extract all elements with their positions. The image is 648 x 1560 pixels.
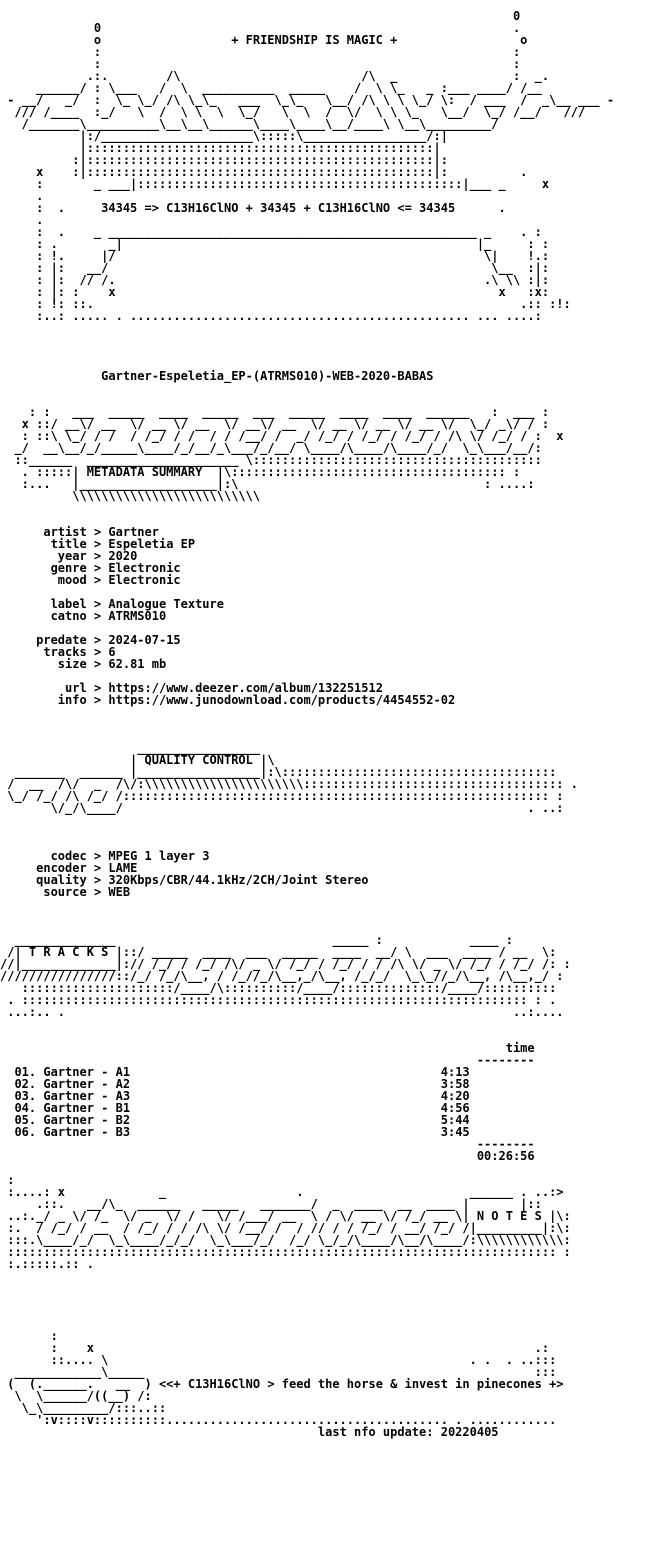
total-time-rule: -------- xyxy=(0,1137,535,1151)
total-time: 00:26:56 xyxy=(476,1149,535,1163)
track-number: 03. xyxy=(14,1089,37,1103)
metadata-row-catno: catno > ATRMS010 xyxy=(50,609,167,623)
track-number: 05. xyxy=(14,1113,37,1127)
metadata-row-artist: artist > Gartner xyxy=(43,525,159,539)
tracks-header-art: ______________ _____ : ____ : /| T R A C K S |::/ _____ ____ ___ _____ ____ __/ \ ___ ____ / __ \: //|_____________|:// /_/ / /_/ /\/ _ \/ /_/ / /_/ / / /\ \/ _ \/ /_/ / /_/ /: : ////////////////::/_/ /_/\__, / /_//_/\__,_/\__, /_/_/ \_\_//_/\__, /\__,_/ : :::::::::::::::::::::/____/\::::::::::/____/::::::::::::::/____/:::::::::: . :::::::::::::::::::::::::::::::::::::::::::::::::::::::::::::::::::::: : . ...:.. . ..:.... xyxy=(0,933,571,1019)
field-value: LAME xyxy=(108,861,138,875)
field-value: WEB xyxy=(108,885,131,899)
track-time: 5:44 xyxy=(440,1113,470,1127)
nfo-document xyxy=(0,10,648,1555)
notes-header-label: N O T E S xyxy=(476,1209,542,1223)
track-time: 4:13 xyxy=(440,1065,470,1079)
field-key: url xyxy=(65,681,87,695)
quality-header-label: QUALITY CONTROL xyxy=(144,753,253,767)
track-time: 3:45 xyxy=(440,1125,470,1139)
track-list xyxy=(0,1042,648,1162)
field-value: 6 xyxy=(108,645,116,659)
quality-header-art: _________________ | QUALITY CONTROL |\ _______ ______ |_________________|:\:::::::::::::::::::::::::::::::::::::: / __ /\/ _ /\/:\\\\\\\\\\\\\\\\\\\\\\:::::::::::::::::::::::::::::::::::: . \_/ /_/ /\ /_/ /::::::::::::::::::::::::::::::::::::::::::::::::::::::::::: : \/_/\____/ . ..: xyxy=(7,741,578,815)
field-key: size xyxy=(57,657,87,671)
track-name: Gartner - B2 xyxy=(43,1113,131,1127)
field-value: MPEG 1 layer 3 xyxy=(108,849,210,863)
metadata-row-size: size > 62.81 mb xyxy=(57,657,167,671)
metadata-row-title: title > Espeletia EP xyxy=(50,537,196,551)
track-name: Gartner - A2 xyxy=(43,1077,131,1091)
url-link[interactable]: https://www.deezer.com/album/132251512 xyxy=(108,681,383,695)
track-time: 3:58 xyxy=(440,1077,470,1091)
field-key: source xyxy=(43,885,87,899)
track-number: 06. xyxy=(14,1125,37,1139)
track-time: 4:56 xyxy=(440,1101,470,1115)
quality-row-quality: quality > 320Kbps/CBR/44.1kHz/2CH/Joint Stereo xyxy=(36,873,369,887)
field-key: catno xyxy=(50,609,87,623)
field-value: Electronic xyxy=(108,573,181,587)
track-number: 02. xyxy=(14,1077,37,1091)
last-update-value: 20220405 xyxy=(440,1425,499,1439)
field-value: Espeletia EP xyxy=(108,537,196,551)
field-value: Electronic xyxy=(108,561,181,575)
field-key: artist xyxy=(43,525,87,539)
track-time: 4:20 xyxy=(440,1089,470,1103)
metadata-row-mood: mood > Electronic xyxy=(57,573,181,587)
field-value: Analogue Texture xyxy=(108,597,224,611)
release-name xyxy=(0,370,648,382)
time-header-rule: -------- xyxy=(0,1053,535,1067)
track-number: 04. xyxy=(14,1101,37,1115)
metadata-row-label: label > Analogue Texture xyxy=(50,597,224,611)
signoff-text: <<+ C13H16ClNO > feed the horse & invest in pinecones +> xyxy=(158,1377,564,1391)
field-key: year xyxy=(57,549,87,563)
quality-row-source: source > WEB xyxy=(43,885,131,899)
field-key: label xyxy=(50,597,87,611)
tracks-header-label: T R A C K S xyxy=(28,945,109,959)
field-value: 62.81 mb xyxy=(108,657,167,671)
info-link[interactable]: https://www.junodownload.com/products/4454552-02 xyxy=(108,693,456,707)
last-update-label: last nfo update: xyxy=(317,1425,434,1439)
track-name: Gartner - B3 xyxy=(43,1125,131,1139)
field-value: 320Kbps/CBR/44.1kHz/2CH/Joint Stereo xyxy=(108,873,369,887)
track-name: Gartner - A1 xyxy=(43,1065,131,1079)
field-value: Gartner xyxy=(108,525,159,539)
quality-row-codec: codec > MPEG 1 layer 3 xyxy=(50,849,210,863)
track-name: Gartner - A3 xyxy=(43,1089,131,1103)
time-header: time xyxy=(505,1041,535,1055)
field-value: 2024-07-15 xyxy=(108,633,181,647)
banner-tagline: + FRIENDSHIP IS MAGIC + xyxy=(231,33,398,47)
metadata-row-url: url > https://www.deezer.com/album/132251512 xyxy=(65,681,383,695)
field-value: ATRMS010 xyxy=(108,609,167,623)
banner-art: 0 0 . o + FRIENDSHIP IS MAGIC + o : : : : .:. /\ /\ _ : _. ______/ : \___ / \ __________ _____ / \ \_ _ :___ ____/ /__ - __/ _/ : \_ \_/ /\ \_\_ ___ \_\_ \__/ /\ \ \ \_/ \: / ___ / _\__ ___ - /// /____ :_/ \ / \ \ \ \_/ \ \ / \/ \ \ \_ \__/ \_/ /__/ /// /_______\__________\__\__\______\____\____\__/____\ \__\_________/ |:/_____________________\:::::\_________________/:| |::::::::::::::::::::::::::::::::::::::::::::::::| :|::::::::::::::::::::::::::::::::::::::::::::::::|: x :|::::::::::::::::::::::::::::::::::::::::::::::::|: . : _ ___|:::::::::::::::::::::::::::::::::::::::::::::|___ _ x . : . 34345 => C13H16ClNO + 34345 + C13H16ClNO <= 34345 . . : . _ ___________________________________________________ _ . : : . _| |_ : : : !. |/ \| !.: : |: __/ \__ :|: : |: // /. .\ \\ :|: : |: : x x :x: : !: ::. .:: :!: :..: ..... . ............................................... ... ....: xyxy=(7,10,615,323)
metadata-row-tracks: tracks > 6 xyxy=(43,645,116,659)
field-key: quality xyxy=(36,873,87,887)
metadata-row-year: year > 2020 xyxy=(57,549,138,563)
quality-fields xyxy=(0,850,648,898)
metadata-fields xyxy=(0,526,648,706)
field-key: genre xyxy=(50,561,87,575)
metadata-header-art: : : ___ _____ ____ _____ ___ _____ ____ ____ ______ : ___ : x ::/ __\/ __ \/ __ \/ __ \/ __\/ __ \/ __ \/ __ \/ __ \/ \_/ _\/ / : : ::\ \_/ / / / /_/ / / / / /__/ / _/ /_/ / /_/ / /_/ / /\ \/ /_/ / : x _/ __\__/_/_____\____/_/__/_\___/_/__/ \____/\____/\____/_/ \_\___/__/: ::______ _____________________ \:::::::::::::::::::::::::::::::::::::::: . :::::| METADATA SUMMARY |\:::::::::::::::::::::::::::::::::::::: : :... |___________________|:\ : ....: \\\\\\\\\\\\\\\\\\\\\\\\\\ xyxy=(14,405,564,503)
field-key: title xyxy=(50,537,87,551)
metadata-header-label: METADATA SUMMARY xyxy=(86,465,203,479)
notes-header-art: : :....: x _ . ______ . ..:> .::. __/\_ ______ _____ _______/ _ ____ __ ____ | |:: ..:._/ _ \/ /_ \/ _ \/ / \/ /___/ __ \ / \/ __ \/ /_/ __ \| N O T E S |\: :. / /_/ / __ / /_/ / / /\ \/ /__/ / / // / / /_/ / __/ /_/ /|_________|:\: :::.\____/_/ \_\____/_/_/ \_\___/_/ /_/ \_/_/\____/\__/\____/:\\\\\\\\\\\\: :::::::::::::::::::::::::::::::::::::::::::::::::::::::::::::::::::::::::::: : :.:::::.:: . xyxy=(7,1173,571,1271)
footer-art: : : x .: ::.... \ . . . ..::: ____________\_____ ::: ( (.______. __ ) <<+ C13H16ClNO > feed the horse & invest in pinecones +> \ \______/((__) /: \_\_________/:::..:: ':v::::v::::::::::....................................... . ............ last nfo update: 20220405 xyxy=(7,1329,564,1439)
quality-row-encoder: encoder > LAME xyxy=(36,861,138,875)
metadata-row-predate: predate > 2024-07-15 xyxy=(36,633,181,647)
formula-line: 34345 => C13H16ClNO + 34345 + C13H16ClNO <= 34345 xyxy=(101,201,456,215)
metadata-row-genre: genre > Electronic xyxy=(50,561,181,575)
field-key: predate xyxy=(36,633,87,647)
field-key: encoder xyxy=(36,861,87,875)
field-key: mood xyxy=(57,573,87,587)
track-name: Gartner - B1 xyxy=(43,1101,131,1115)
field-key: tracks xyxy=(43,645,87,659)
field-key: codec xyxy=(50,849,87,863)
metadata-row-info: info > https://www.junodownload.com/products/4454552-02 xyxy=(57,693,456,707)
track-number: 01. xyxy=(14,1065,37,1079)
field-value: 2020 xyxy=(108,549,138,563)
release-name-text: Gartner-Espeletia_EP-(ATRMS010)-WEB-2020-BABAS xyxy=(101,369,434,383)
field-key: info xyxy=(57,693,87,707)
